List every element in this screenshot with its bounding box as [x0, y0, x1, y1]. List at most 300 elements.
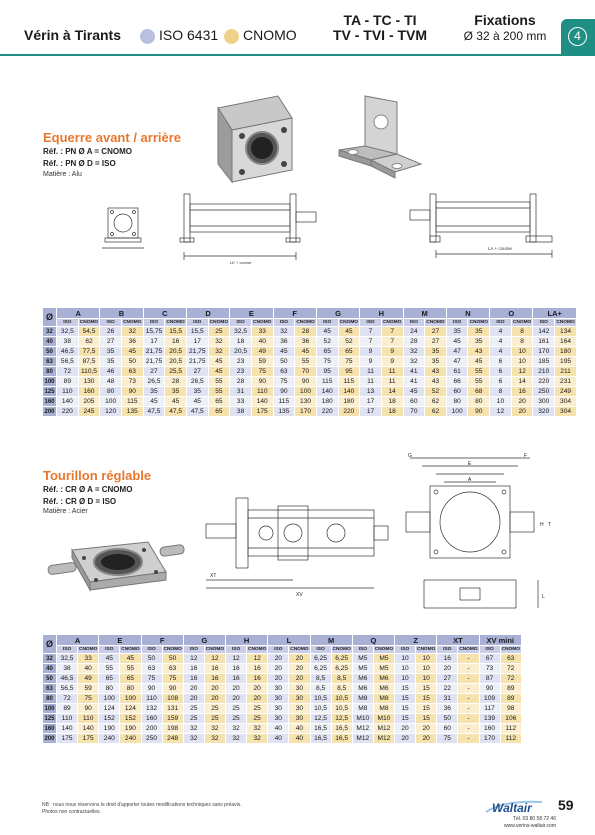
- trunnion-table-cell: 190: [120, 724, 141, 734]
- trunnion-table-cell: 65: [120, 674, 141, 684]
- trunnion-table-cell: 16: [226, 674, 247, 684]
- trunnion-table-cell: 16: [247, 674, 268, 684]
- bracket-table-cell: 55: [468, 377, 490, 387]
- waltair-logo: [484, 798, 544, 816]
- brand-web: www.verins-waltair.com: [504, 822, 556, 829]
- bracket-table-column-header: H: [360, 308, 403, 319]
- bracket-table-cell: 46,5: [57, 347, 79, 357]
- trunnion-table-cell: 8,5: [331, 684, 352, 694]
- trunnion-table-subheader-cnomo: CNOMO: [501, 647, 520, 652]
- trunnion-drawing-side: [196, 488, 396, 598]
- bracket-table-row-diameter: 80: [43, 367, 57, 377]
- bracket-table-row-diameter: 50: [43, 347, 57, 357]
- trunnion-table-cell: 90: [479, 684, 500, 694]
- bracket-table-cell: 35: [100, 347, 122, 357]
- trunnion-table-cell: 16: [247, 664, 268, 674]
- bracket-table-cell: 7: [381, 327, 403, 337]
- section1-title: Equerre avant / arrière: [43, 130, 182, 145]
- bracket-table-cell: 43: [425, 377, 447, 387]
- trunnion-table-cell: 20: [268, 654, 289, 664]
- bracket-table-cell: 28: [403, 337, 425, 347]
- bracket-table-cell: 130: [78, 377, 100, 387]
- trunnion-table-cell: 10: [416, 674, 437, 684]
- trunnion-table-column-header: L: [268, 635, 310, 646]
- bracket-table-cell: 6: [490, 367, 512, 377]
- trunnion-table-cell: 50: [162, 654, 183, 664]
- drawing-label-le: LE + course: [230, 260, 252, 265]
- bracket-table-cell: 6: [490, 357, 512, 367]
- bracket-table-cell: 4: [490, 347, 512, 357]
- bracket-table-cell: 75: [251, 367, 273, 377]
- bracket-table-cell: 28: [165, 377, 187, 387]
- bracket-table-subheader-iso: ISO: [100, 319, 122, 327]
- bracket-table-cell: 32: [403, 347, 425, 357]
- trunnion-table-cell: -: [458, 704, 479, 714]
- bracket-table-cell: 45: [165, 397, 187, 407]
- bracket-table-cell: 32,5: [230, 327, 252, 337]
- trunnion-table-cell: 32: [247, 734, 268, 744]
- trunnion-table-cell: 12: [204, 654, 225, 664]
- bracket-table-cell: 24: [403, 327, 425, 337]
- bracket-table-cell: 180: [316, 397, 338, 407]
- dim-label-g: G: [408, 453, 412, 459]
- bracket-table-cell: 55: [208, 377, 230, 387]
- trunnion-table-cell: 75: [437, 734, 458, 744]
- bracket-table-cell: 49: [251, 347, 273, 357]
- bracket-table-cell: 100: [295, 387, 317, 397]
- bracket-table-row-diameter: 32: [43, 327, 57, 337]
- trunnion-table-subheader-cnomo: CNOMO: [121, 647, 140, 652]
- bracket-table-cell: 180: [555, 347, 577, 357]
- trunnion-table-cell: 63: [162, 664, 183, 674]
- page-header: [0, 0, 595, 56]
- trunnion-table-cell: 15: [416, 714, 437, 724]
- chapter-tab: [561, 19, 595, 56]
- trunnion-table-cell: 152: [120, 714, 141, 724]
- bracket-table-subheader-cnomo: CNOMO: [339, 320, 359, 325]
- trunnion-table-cell: 20: [416, 734, 437, 744]
- bracket-table-cell: 134: [555, 327, 577, 337]
- trunnion-table-cell: 15: [416, 694, 437, 704]
- bracket-table-cell: 205: [78, 397, 100, 407]
- iso-color-dot: [140, 29, 155, 44]
- bracket-table-cell: 20: [511, 397, 533, 407]
- bracket-table-cell: 17: [186, 337, 208, 347]
- bracket-table-cell: 50: [273, 357, 295, 367]
- trunnion-table-cell: 112: [500, 724, 521, 734]
- bracket-table-cell: 32: [121, 327, 143, 337]
- trunnion-table-cell: 16: [183, 664, 204, 674]
- bracket-table-cell: 90: [295, 377, 317, 387]
- bracket-table-subheader-iso: ISO: [143, 319, 165, 327]
- trunnion-table-cell: 6,25: [331, 664, 352, 674]
- bracket-table-cell: 54,5: [78, 327, 100, 337]
- bracket-table-cell: 13: [360, 387, 382, 397]
- trunnion-table-cell: 20: [204, 684, 225, 694]
- bracket-table-cell: 26: [100, 327, 122, 337]
- bracket-table-subheader-cnomo: CNOMO: [166, 320, 185, 325]
- trunnion-table-row-diameter: 32: [43, 654, 57, 664]
- bracket-table-cell: 110: [251, 387, 273, 397]
- trunnion-table-cell: 65: [99, 674, 120, 684]
- bracket-table-cell: 15,5: [165, 327, 187, 337]
- bracket-table-cell: 60: [446, 387, 468, 397]
- bracket-table-cell: 90: [121, 387, 143, 397]
- trunnion-table-cell: 20: [226, 684, 247, 694]
- bracket-table-cell: 16: [165, 337, 187, 347]
- bracket-table-cell: 47,5: [186, 407, 208, 417]
- bracket-table-subheader-iso: ISO: [360, 319, 382, 327]
- bracket-table-cell: 17: [143, 337, 165, 347]
- bracket-table-cell: 21,75: [143, 347, 165, 357]
- bracket-table-cell: 80: [100, 387, 122, 397]
- trunnion-table-cell: 45: [99, 654, 120, 664]
- bracket-table-cell: 8: [490, 387, 512, 397]
- brand-tel: Tél. 03 80 58 72 46: [512, 816, 556, 822]
- trunnion-table-cell: 132: [141, 704, 162, 714]
- bracket-table-cell: 220: [533, 377, 555, 387]
- bracket-table-cell: 47,5: [143, 407, 165, 417]
- trunnion-table-cell: 12,5: [310, 714, 331, 724]
- bracket-table-cell: 249: [555, 387, 577, 397]
- cnomo-color-dot: [224, 29, 239, 44]
- trunnion-table-cell: 50: [141, 654, 162, 664]
- trunnion-table-subheader-cnomo: CNOMO: [163, 647, 182, 652]
- section1-ref-iso: Réf. : PN Ø D = ISO: [43, 159, 116, 168]
- trunnion-table-cell: 16: [437, 654, 458, 664]
- trunnion-table-cell: 15: [416, 684, 437, 694]
- trunnion-table-cell: 32: [226, 724, 247, 734]
- trunnion-table-cell: 32: [183, 734, 204, 744]
- trunnion-table-row-diameter: 160: [44, 725, 55, 732]
- trunnion-table-cell: 124: [99, 704, 120, 714]
- trunnion-table-cell: M6: [352, 674, 373, 684]
- trunnion-table-cell: 63: [141, 664, 162, 674]
- bracket-table-column-header: B: [100, 308, 143, 319]
- trunnion-table-cell: 56,5: [57, 684, 78, 694]
- bracket-table-cell: 26,5: [186, 377, 208, 387]
- bracket-table-subheader-row: [43, 319, 577, 327]
- trunnion-table-subheader-iso: ISO: [395, 646, 416, 654]
- bracket-table-cell: 211: [555, 367, 577, 377]
- bracket-table-subheader-cnomo: CNOMO: [426, 320, 445, 325]
- trunnion-table-cell: 90: [141, 684, 162, 694]
- bracket-table-cell: 164: [555, 337, 577, 347]
- bracket-table-cell: 32,5: [57, 327, 79, 337]
- trunnion-table-cell: 50: [437, 714, 458, 724]
- trunnion-table-cell: 15: [395, 714, 416, 724]
- models-line-1: TA - TC - TI: [343, 12, 417, 28]
- bracket-table-cell: 32: [208, 337, 230, 347]
- trunnion-table-cell: 15: [395, 704, 416, 714]
- trunnion-table-column-header: XT: [437, 635, 479, 646]
- bracket-table-cell: 65: [338, 347, 360, 357]
- bracket-table-cell: 87,5: [78, 357, 100, 367]
- trunnion-table-cell: M12: [373, 734, 394, 744]
- trunnion-table-cell: 10,5: [331, 694, 352, 704]
- bracket-table-cell: 55: [208, 387, 230, 397]
- bracket-table-cell: 100: [446, 407, 468, 417]
- bracket-table-subheader-iso: ISO: [446, 319, 468, 327]
- bracket-table-cell: 66: [446, 377, 468, 387]
- trunnion-table-cell: 10,5: [331, 704, 352, 714]
- trunnion-table-cell: 250: [141, 734, 162, 744]
- bracket-table-cell: 17: [360, 407, 382, 417]
- trunnion-table-subheader-cnomo: CNOMO: [332, 647, 351, 652]
- bracket-table-subheader-iso: ISO: [403, 319, 425, 327]
- bracket-table-cell: 16: [511, 387, 533, 397]
- bracket-table-cell: 170: [295, 407, 317, 417]
- bracket-table-cell: 80: [446, 397, 468, 407]
- bracket-table-cell: 77,5: [78, 347, 100, 357]
- bracket-table-cell: 100: [100, 397, 122, 407]
- dim-label-xt: XT: [210, 573, 217, 579]
- footer-note: [42, 802, 242, 816]
- trunnion-table-cell: 20: [395, 724, 416, 734]
- bracket-table-cell: 90: [273, 387, 295, 397]
- bracket-table-cell: 32: [403, 357, 425, 367]
- trunnion-table-cell: 160: [141, 714, 162, 724]
- bracket-table-cell: 8: [511, 327, 533, 337]
- trunnion-table-cell: 32: [204, 724, 225, 734]
- trunnion-table-row-diameter: 125: [44, 715, 55, 722]
- bracket-table-subheader-iso: ISO: [316, 319, 338, 327]
- trunnion-table-column-header: H: [226, 635, 268, 646]
- trunnion-table-cell: 75: [78, 694, 99, 704]
- bracket-table-cell: 11: [360, 367, 382, 377]
- bracket-table-cell: 73: [121, 377, 143, 387]
- bracket-table-cell: 65: [208, 397, 230, 407]
- iso-label: ISO 6431: [159, 27, 219, 43]
- trunnion-table-cell: 20: [395, 734, 416, 744]
- bracket-table-cell: 11: [381, 377, 403, 387]
- bracket-table-subheader-cnomo: CNOMO: [79, 320, 99, 325]
- bracket-table-cell: 43: [468, 347, 490, 357]
- bracket-table-cell: 62: [78, 337, 100, 347]
- trunnion-table-cell: 10: [395, 654, 416, 664]
- bracket-table-row: [43, 367, 577, 377]
- bracket-table-cell: 10: [511, 347, 533, 357]
- bracket-table-cell: 27: [425, 337, 447, 347]
- trunnion-table-cell: 20: [289, 674, 310, 684]
- trunnion-table-header-row: [43, 635, 522, 646]
- trunnion-table-cell: M6: [373, 684, 394, 694]
- bracket-table-cell: 47: [446, 347, 468, 357]
- bracket-table-cell: 180: [338, 397, 360, 407]
- trunnion-table-row: [43, 704, 522, 714]
- trunnion-table-cell: 16: [204, 664, 225, 674]
- section1-material: Matière : Alu: [43, 171, 82, 178]
- page-number: 59: [558, 797, 574, 813]
- bracket-table-subheader-iso: ISO: [230, 319, 252, 327]
- trunnion-table-cell: 12,5: [331, 714, 352, 724]
- trunnion-table-cell: 32: [247, 724, 268, 734]
- bracket-table-cell: 120: [100, 407, 122, 417]
- section2-material: Matière : Acier: [43, 508, 88, 515]
- trunnion-table-cell: 139: [479, 714, 500, 724]
- bracket-table-header-row: [43, 308, 577, 319]
- trunnion-table-cell: 38: [57, 664, 78, 674]
- trunnion-table-subheader-iso: ISO: [268, 646, 289, 654]
- bracket-table-subheader-cnomo: CNOMO: [512, 320, 532, 325]
- trunnion-table-subheader-cnomo: CNOMO: [416, 647, 436, 652]
- bracket-table-cell: 36: [121, 337, 143, 347]
- bracket-table-cell: 7: [360, 327, 382, 337]
- bracket-table-cell: 20,5: [165, 357, 187, 367]
- trunnion-table-cell: M10: [352, 714, 373, 724]
- trunnion-table-cell: 46,5: [57, 674, 78, 684]
- trunnion-table-cell: 25: [204, 704, 225, 714]
- bracket-table-cell: 35: [143, 387, 165, 397]
- bracket-table-cell: 60: [403, 397, 425, 407]
- trunnion-table-cell: -: [458, 684, 479, 694]
- trunnion-table-cell: 8,5: [310, 684, 331, 694]
- trunnion-table-cell: 110: [78, 714, 99, 724]
- trunnion-table-cell: 160: [479, 724, 500, 734]
- dim-label-e: E: [468, 461, 472, 467]
- trunnion-table-cell: 31: [437, 694, 458, 704]
- bracket-table-cell: 10: [490, 397, 512, 407]
- bracket-table-cell: 21,75: [186, 347, 208, 357]
- dim-label-f: F: [524, 453, 528, 459]
- diameter-range: Ø 32 à 200 mm: [463, 29, 547, 43]
- bracket-table-cell: 115: [273, 397, 295, 407]
- trunnion-table-cell: 6,25: [310, 664, 331, 674]
- bracket-table-cell: 11: [360, 377, 382, 387]
- trunnion-table-cell: 80: [99, 684, 120, 694]
- bracket-table-cell: 75: [316, 357, 338, 367]
- trunnion-table-cell: 63: [500, 654, 521, 664]
- bracket-table-cell: 35: [468, 327, 490, 337]
- bracket-table-cell: 35: [186, 387, 208, 397]
- trunnion-table-cell: 89: [57, 704, 78, 714]
- trunnion-table-cell: M8: [352, 704, 373, 714]
- trunnion-table-cell: 10: [416, 664, 437, 674]
- bracket-table-cell: 62: [425, 407, 447, 417]
- trunnion-table-cell: 32: [183, 724, 204, 734]
- footer-note-line-2: Photos non contractuelles.: [42, 809, 101, 815]
- bracket-table-cell: 6: [490, 377, 512, 387]
- trunnion-table-cell: M5: [352, 654, 373, 664]
- bracket-table-cell: 31: [230, 387, 252, 397]
- trunnion-table-cell: 248: [162, 734, 183, 744]
- bracket-table-cell: 32: [273, 327, 295, 337]
- bracket-table-cell: 45: [338, 327, 360, 337]
- bracket-table-cell: 38: [230, 407, 252, 417]
- trunnion-table-cell: 25: [183, 714, 204, 724]
- bracket-table-cell: 52: [425, 387, 447, 397]
- trunnion-table-subheader-row: [43, 646, 522, 654]
- trunnion-table-cell: M8: [373, 704, 394, 714]
- section2-title: Tourillon réglable: [43, 468, 152, 483]
- bracket-table-cell: 231: [555, 377, 577, 387]
- trunnion-table-subheader-iso: ISO: [226, 646, 247, 654]
- drawing-label-la: LA + course: [488, 246, 512, 251]
- bracket-table-cell: 23: [230, 357, 252, 367]
- trunnion-table-cell: 30: [268, 704, 289, 714]
- trunnion-table-cell: M5: [373, 654, 394, 664]
- trunnion-table-row-diameter: 50: [43, 674, 57, 684]
- trunnion-table-cell: 109: [479, 694, 500, 704]
- trunnion-table-cell: 72: [500, 674, 521, 684]
- trunnion-table-cell: 20: [268, 674, 289, 684]
- trunnion-table-cell: 175: [57, 734, 78, 744]
- trunnion-table-cell: 73: [479, 664, 500, 674]
- trunnion-table-cell: 20: [183, 684, 204, 694]
- trunnion-table-subheader-cnomo: CNOMO: [290, 647, 309, 652]
- trunnion-table-cell: 72: [57, 694, 78, 704]
- bracket-table-column-header: D: [186, 308, 229, 319]
- bracket-table-cell: 45: [273, 347, 295, 357]
- bracket-table-cell: 35: [425, 347, 447, 357]
- trunnion-table-cell: 16,5: [331, 724, 352, 734]
- bracket-table-column-header: G: [316, 308, 359, 319]
- trunnion-table-cell: -: [458, 724, 479, 734]
- bracket-table-cell: 4: [490, 327, 512, 337]
- trunnion-table-cell: 32,5: [57, 654, 78, 664]
- trunnion-table-subheader-cnomo: CNOMO: [78, 647, 98, 652]
- bracket-table-cell: 52: [338, 337, 360, 347]
- trunnion-table-cell: 20: [247, 684, 268, 694]
- bracket-table-column-header: LA+: [533, 308, 577, 319]
- trunnion-table-cell: -: [458, 694, 479, 704]
- trunnion-table-cell: 22: [437, 684, 458, 694]
- bracket-table-column-header: O: [490, 308, 533, 319]
- section1-ref-cnomo: Réf. : PN Ø A = CNOMO: [43, 147, 132, 156]
- trunnion-table-cell: 40: [268, 734, 289, 744]
- trunnion-table-cell: 45: [120, 654, 141, 664]
- trunnion-table-cell: 20: [437, 664, 458, 674]
- bracket-table-cell: 7: [360, 337, 382, 347]
- bracket-table-cell: 18: [230, 337, 252, 347]
- bracket-table-row-diameter: 125: [44, 388, 55, 395]
- trunnion-table-cell: M12: [352, 734, 373, 744]
- trunnion-table-cell: 67: [479, 654, 500, 664]
- bracket-table-cell: 65: [208, 407, 230, 417]
- trunnion-table-cell: 100: [120, 694, 141, 704]
- bracket-table-cell: 9: [381, 357, 403, 367]
- trunnion-table-cell: M8: [373, 694, 394, 704]
- trunnion-table-cell: 16,5: [310, 734, 331, 744]
- bracket-table-cell: 45: [295, 347, 317, 357]
- trunnion-table-corner-cell: Ø: [43, 635, 57, 654]
- bracket-table-cell: 63: [121, 367, 143, 377]
- trunnion-table-cell: 16,5: [310, 724, 331, 734]
- bracket-table-cell: 45: [208, 367, 230, 377]
- trunnion-table-cell: 60: [437, 724, 458, 734]
- trunnion-table-cell: 30: [268, 694, 289, 704]
- trunnion-table-row-diameter: 100: [44, 705, 55, 712]
- bracket-table-cell: 90: [468, 407, 490, 417]
- bracket-table-cell: 220: [316, 407, 338, 417]
- bracket-table-subheader-cnomo: CNOMO: [556, 320, 575, 325]
- bracket-table-cell: 45: [316, 327, 338, 337]
- trunnion-table-cell: 159: [162, 714, 183, 724]
- bracket-table-cell: 15,5: [186, 327, 208, 337]
- bracket-table-cell: 27: [425, 327, 447, 337]
- bracket-table-subheader-iso: ISO: [533, 319, 555, 327]
- trunnion-table-row: [43, 674, 522, 684]
- bracket-table-cell: 38: [57, 337, 79, 347]
- bracket-table-row: [43, 387, 577, 397]
- bracket-table-subheader-iso: ISO: [57, 319, 79, 327]
- bracket-table-cell: 75: [338, 357, 360, 367]
- trunnion-table-cell: 20: [204, 694, 225, 704]
- trunnion-table-cell: 25: [247, 704, 268, 714]
- bracket-table-cell: 25: [208, 327, 230, 337]
- bracket-table-column-header: F: [273, 308, 316, 319]
- dim-label-h: H: [540, 522, 544, 528]
